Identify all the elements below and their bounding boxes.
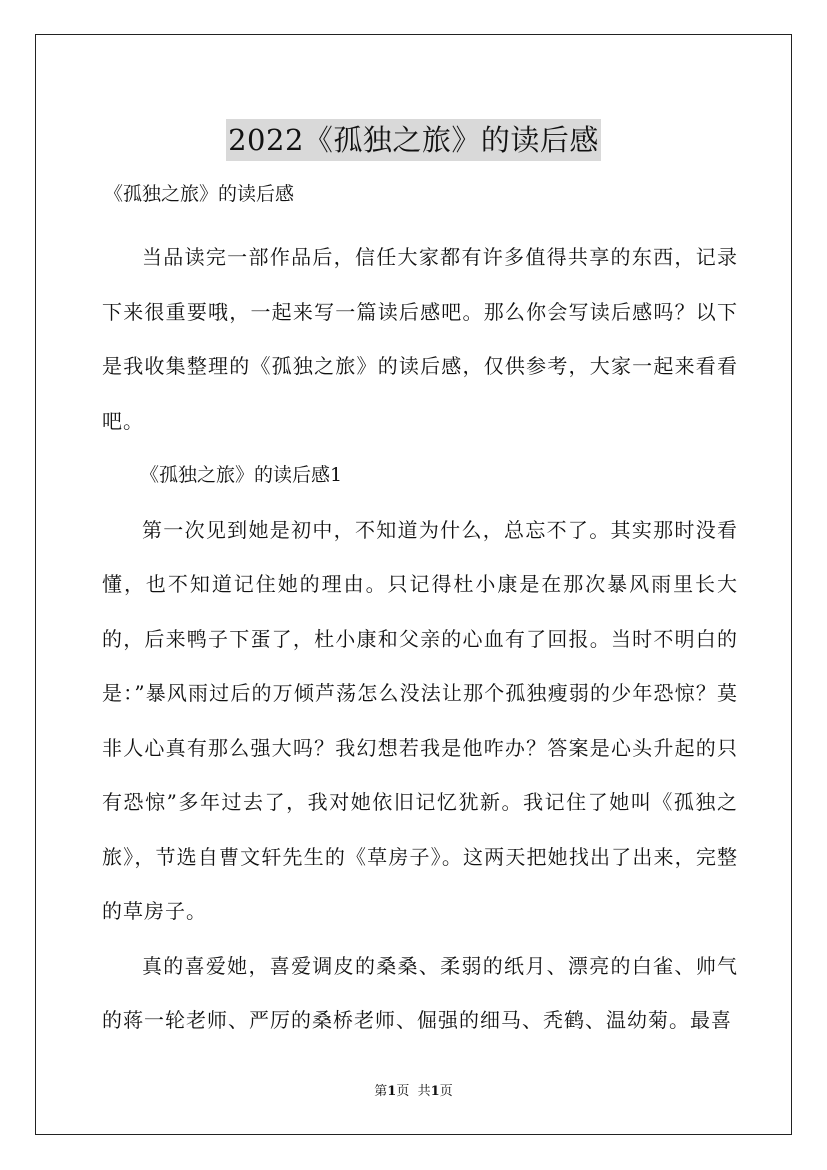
footer-page-current: 1 <box>387 1084 397 1099</box>
footer-total-suffix: 页 <box>439 1084 453 1099</box>
body-paragraph-2: 真的喜爱她，喜爱调皮的桑桑、柔弱的纸月、漂亮的白雀、帅气的蒋一轮老师、严厉的桑桥老师、倔强的细马、秃鹤、温幼菊。最喜 <box>102 953 738 1032</box>
document-title: 2022《孤独之旅》的读后感 <box>226 119 601 161</box>
page-footer <box>0 1083 827 1101</box>
footer-page-total: 1 <box>430 1084 440 1099</box>
footer-total-prefix: 共 <box>417 1084 431 1099</box>
footer-page-prefix: 第 <box>374 1084 388 1099</box>
title-container <box>0 100 827 181</box>
body-paragraph-1: 第一次见到她是初中，不知道为什么，总忘不了。其实那时没看懂，也不知道记住她的理由。只记得杜小康是在那次暴风雨里长大的，后来鸭子下蛋了，杜小康和父亲的心血有了回报。当时不明白的是：”暴风雨过后的万倾芦荡怎么没法让那个孤独瘦弱的少年恐惊？莫非人心真有那么强大吗？我幻想若我是他咋办？答案是心头升起的只有恐惊”多年过去了，我对她依旧记忆犹新。我记住了她叫《孤独之旅》，节选自曹文轩先生的《草房子》。这两天把她找出了出来，完整的草房子。 <box>102 517 738 923</box>
document-body <box>102 230 738 1048</box>
intro-paragraph: 当品读完一部作品后，信任大家都有许多值得共享的东西，记录下来很重要哦，一起来写一篇读后感吧。那么你会写读后感吗？以下是我收集整理的《孤独之旅》的读后感，仅供参考，大家一起来看看吧。 <box>102 245 738 433</box>
document-subtitle: 《孤独之旅》的读后感 <box>104 183 295 205</box>
footer-page-suffix: 页 <box>396 1084 410 1099</box>
section-heading: 《孤独之旅》的读后感1 <box>140 464 343 486</box>
